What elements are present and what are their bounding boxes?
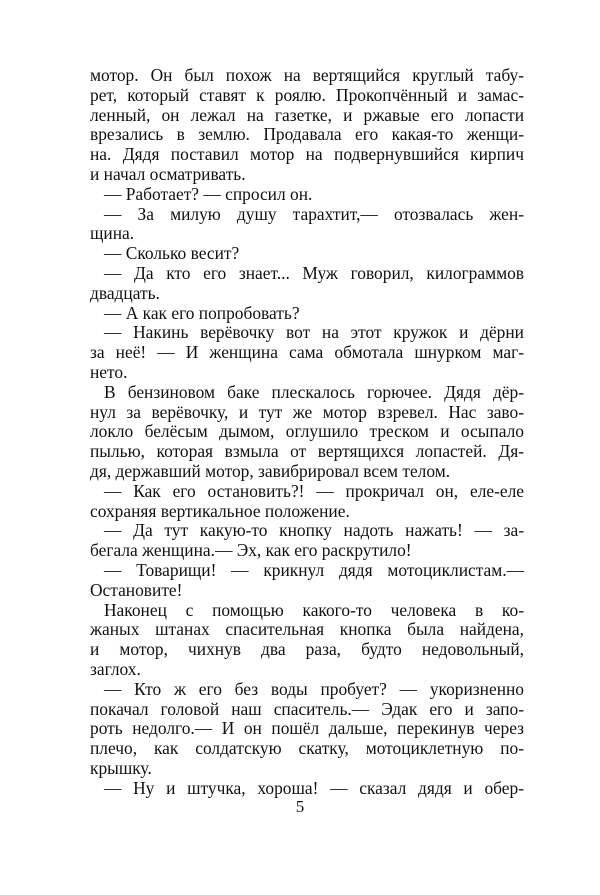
text-line: ленный, он лежал на газетке, и ржавые его лопасти [90, 104, 524, 125]
text-line: и начал осматривать. [90, 163, 246, 184]
text-line: — Кто ж его без воды пробует? — укоризненно [104, 678, 524, 699]
text-line: бегала женщина.— Эх, как его раскрутило! [90, 540, 412, 561]
text-line: заглох. [90, 658, 141, 679]
text-line: — За милую душу тарахтит,— отозвалась жен- [104, 203, 524, 224]
text-line: покачал головой наш спаситель.— Эдак его и запо- [90, 698, 524, 719]
text-line: — Товарищи! — крикнул дядя мотоциклистам.— [104, 559, 524, 580]
text-line: сохраняя вертикальное положение. [90, 500, 350, 521]
text-line: — Работает? — спросил он. [104, 183, 313, 204]
text-line: — Да кто его знает... Муж говорил, килограммов [104, 262, 524, 283]
text-line: плечо, как солдатскую скатку, мотоциклетную по- [90, 738, 524, 759]
text-line: роть недолго.— И он пошёл дальше, перекинув через [90, 718, 524, 739]
text-line: за неё! — И женщина сама обмотала шнурком маг- [90, 342, 524, 363]
text-line: — А как его попробовать? [104, 302, 300, 323]
text-line: нето. [90, 361, 128, 382]
text-line: и мотор, чихнув два раза, будто недовольный, [90, 639, 524, 660]
text-line: — Ну и штучка, хороша! — сказал дядя и обер- [104, 777, 524, 798]
text-line: — Да тут какую-то кнопку надоть нажать! — за- [104, 520, 524, 541]
text-line: — Как его остановить?! — прокричал он, еле-еле [104, 480, 524, 501]
text-line: — Накинь верёвочку вот на этот кружок и дёрни [104, 322, 524, 343]
page-number: 5 [295, 797, 305, 816]
text-line: Остановите! [90, 579, 183, 600]
text-line: Наконец с помощью какого-то человека в ко- [104, 599, 524, 620]
text-line: жаных штанах спасительная кнопка была найдена, [90, 619, 524, 640]
text-line: нул за верёвочку, и тут же мотор взревел. Нас заво- [90, 401, 524, 422]
text-line: мотор. Он был похож на вертящийся круглый табу- [90, 65, 524, 85]
text-line: врезались в землю. Продавала его какая-то женщи- [90, 124, 524, 145]
text-line: дя, державший мотор, завибрировал всем телом. [90, 460, 451, 481]
text-line: локло белёсым дымом, оглушило треском и осыпало [90, 421, 524, 442]
body-text [90, 66, 524, 798]
text-line: рет, который ставят к роялю. Прокопчённый и замас- [90, 84, 524, 105]
text-line: щина. [90, 223, 135, 244]
text-line: В бензиновом баке плескалось горючее. Дядя дёр- [104, 381, 524, 402]
text-line: крышку. [90, 757, 152, 778]
text-line: пылью, которая взмыла от вертящихся лопастей. Дя- [90, 441, 524, 462]
text-line: — Сколько весит? [104, 243, 240, 264]
text-line: двадцать. [90, 282, 160, 303]
text-line: на. Дядя поставил мотор на подвернувшийся кирпич [90, 144, 524, 165]
